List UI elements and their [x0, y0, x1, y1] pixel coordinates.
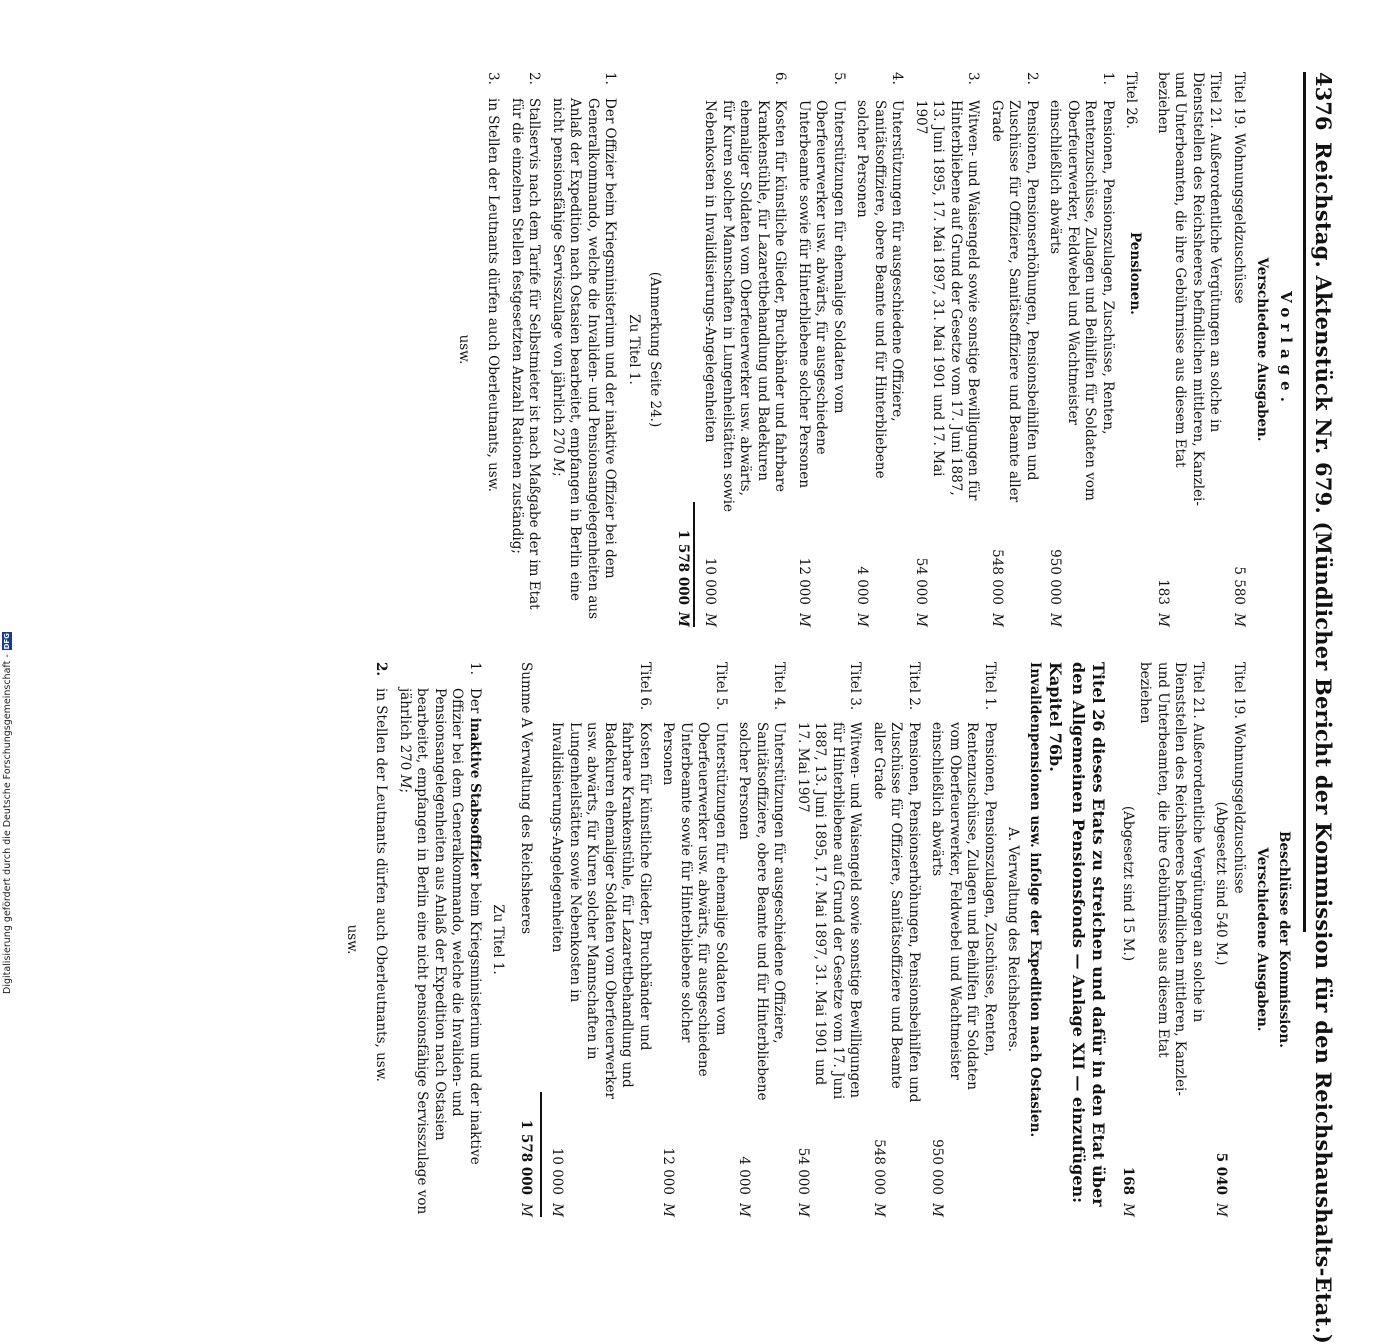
item-number: 3.: [965, 72, 982, 85]
currency-symbol: M: [518, 1203, 534, 1217]
list-item: [988, 72, 1041, 627]
item-amount: 4 000: [854, 566, 871, 605]
item-list: [548, 662, 998, 1217]
total-line: [674, 72, 692, 627]
currency-symbol: M: [660, 1203, 677, 1217]
digitization-footer: [0, 599, 14, 1000]
total-amount: 1 578 000: [518, 1119, 534, 1195]
section-heading: Verschiedene Ausgaben.: [1254, 257, 1271, 442]
item-number: Titel 1.: [982, 662, 998, 711]
item-number: 2.: [1024, 72, 1040, 85]
list-item: [659, 662, 729, 1217]
currency-symbol: M: [1213, 1203, 1230, 1217]
paragraph-text: Der: [467, 688, 483, 714]
titel-21-amount: 183: [1155, 579, 1171, 605]
titel-21-label: Titel 21. Außerordentliche Vergütungen an solche in Dienststellen des Reichsheeres befindlichen mittleren, Kanzlei- und Unterbeamten, die ihre Gebührnisse aus diesem Etat beziehen: [1155, 72, 1224, 506]
paragraph-number: 1.: [602, 72, 619, 85]
currency-symbol: M: [913, 613, 929, 627]
titel-26-title: Pensionen.: [1127, 232, 1144, 315]
item-text: Pensionen, Pensionszulagen, Zuschüsse, Renten, Rentenzuschüsse, Zulagen und Beihilfen für Soldaten vom Oberfeuerwerker, Feldwebel und Wachtmeister einschließlich abwärts: [929, 722, 998, 1090]
zu-titel-heading: Zu Titel 1.: [626, 314, 642, 385]
footer-text: Digitalisierung gefördert durch die Deutsche Forschungsgemeinschaft -: [1, 654, 13, 994]
paragraph-body: Der inaktive Stabsoffizier beim Kriegsministerium und der inaktive Offizier bei dem Generalkommando, welche die Invaliden- und Pensionsangelegenheiten aus Anlaß der Expedition nach Ostasien bearbeitet, empfangen in Berlin eine nicht pensionsfähige Servisszulage von jährlich 270 M;: [397, 688, 483, 1215]
column-heading: Beschlüsse der Kommission.: [1276, 831, 1292, 1048]
currency-symbol: M: [550, 458, 566, 473]
list-item: [548, 662, 653, 1217]
list-item: [853, 72, 906, 627]
titel-26-label: Titel 26.: [1123, 72, 1140, 129]
column-beschluesse: [56, 662, 1296, 1217]
page-number: 4376: [1311, 72, 1336, 131]
titel-19-label: Titel 19. Wohnungsgeldzuschüsse: [1231, 72, 1247, 304]
emphasis-text: inaktive Stabsoffizier: [467, 717, 483, 879]
column-heading: Vorlage.: [1277, 291, 1295, 408]
titel-19-line: [1230, 72, 1248, 627]
paragraph-number: 1.: [467, 662, 483, 675]
item-number: 4.: [889, 72, 906, 85]
titel-21-label: Titel 21. Außerordentliche Vergütungen an solche in Dienststellen des Reichsheeres befindlichen mittleren, Kanzlei- und Unterbeamten, die ihre Gebührnisse aus diesem Etat beziehen: [1137, 662, 1206, 1096]
list-item: [735, 662, 788, 1217]
titel-19-block: [1212, 662, 1247, 1105]
titel-21-block: [1119, 662, 1207, 1105]
item-list: [701, 72, 1116, 627]
page-title: Reichstag. Aktenstück Nr. 679. (Mündlicher Bericht der Kommission für den Reichshaushalts-Etat.): [1311, 142, 1336, 1344]
item-number: Titel 3.: [847, 662, 864, 711]
titel-21-amount: 168: [1120, 1166, 1136, 1195]
total-line: [517, 662, 535, 1217]
paragraph: [372, 662, 390, 1217]
item-number: Titel 4.: [771, 662, 788, 711]
sum-rule: [540, 1092, 542, 1217]
item-amount: 4 000: [736, 1156, 753, 1195]
list-item: [794, 662, 864, 1217]
usw-text: usw.: [344, 924, 360, 955]
list-item: [701, 72, 789, 627]
item-amount: 54 000: [913, 557, 929, 605]
titel-19-label: Titel 19. Wohnungsgeldzuschüsse: [1231, 662, 1247, 894]
currency-symbol: M: [736, 1203, 753, 1217]
insertion-title: Titel 26 dieses Etats zu streichen und dafür in den Etat über den Allgemeinen Pensionsfonds — Anlage XII — einzufügen:: [1069, 662, 1109, 1207]
list-item: [870, 662, 923, 1217]
titel-21-sub: (Abgesetzt sind 15 M.): [1120, 805, 1136, 962]
titel-19-sub: (Abgesetzt sind 540 M.): [1213, 801, 1230, 966]
item-text: Pensionen, Pensionszulagen, Zuschüsse, Renten, Rentenzuschüsse, Zulagen und Beihilfen für Soldaten vom Oberfeuerwerker, Feldwebel und Wachtmeister einschließlich abwärts: [1047, 100, 1116, 501]
paragraph: [396, 662, 484, 1217]
currency-symbol: M: [854, 613, 871, 627]
currency-symbol: M: [929, 1203, 946, 1217]
verwaltung-heading: A. Verwaltung des Reichsheeres.: [1005, 827, 1022, 1052]
currency-symbol: M: [1120, 1203, 1136, 1217]
titel-19-amount: 5 040: [1213, 1152, 1230, 1195]
scanned-page: [50, 72, 1340, 1344]
item-number: 6.: [772, 72, 789, 85]
item-text: Unterstützungen für ehemalige Soldaten vom Oberfeuerwerker usw. abwärts, für ausgeschiedene Unterbeamte sowie für Hinterbliebene solcher Personen: [796, 100, 847, 489]
item-text: Kosten für künstliche Glieder, Bruchbänder und fahrbare Krankenstühle, für Lazarettbehandlung und Badekuren ehemaliger Soldaten vom Oberfeuerwerker usw. abwärts, für Kuren solcher Mannschaften in Lungenheilstätten sowie Nebenkosten in Invalidisierungs-Angelegenheiten: [702, 100, 789, 513]
titel-26-line: [1122, 72, 1148, 627]
currency-symbol: M: [871, 1203, 887, 1217]
currency-symbol: M: [796, 613, 812, 627]
item-amount: 54 000: [795, 1147, 811, 1195]
list-item: [795, 72, 848, 627]
paragraph-number: 3.: [485, 72, 502, 85]
total-amount: 1 578 000: [675, 529, 691, 605]
page-header: [1303, 72, 1340, 1344]
titel-21-line: [1119, 662, 1207, 1217]
item-text: Unterstützungen für ausgeschiedene Offiziere, Sanitätsoffiziere, obere Beamte und für Hinterbliebene solcher Personen: [736, 722, 788, 1101]
item-amount: 10 000: [702, 557, 719, 605]
item-amount: 548 000: [989, 549, 1005, 605]
item-amount: 10 000: [549, 1147, 566, 1195]
item-text: Pensionen, Pensionserhöhungen, Pensionsbeihilfen und Zuschüsse für Offiziere, Sanitätsoffiziere und Beamte aller Grade: [871, 722, 922, 1103]
usw-text: usw.: [456, 334, 472, 365]
annotation-note: (Anmerkung Seite 24.): [647, 271, 664, 428]
currency-symbol: M: [702, 613, 719, 627]
paragraph-text: Der Offizier beim Kriegsministerium und der inaktive Offizier bei dem Generalkommando, welche die Invaliden- und Pensionsangelegenheiten aus Anlaß der Expedition nach Ostasien bearbeitet, empfangen in Berlin eine nicht pensionsfähige Servisszulage von jährlich 270: [550, 98, 619, 619]
item-number: Titel 6.: [637, 662, 653, 711]
paragraph-text: Stallservis nach dem Tarife für Selbstmieter ist nach Maßgabe der im Etat für die einzelnen Stellen festgesetzten Anzahl Rationen zuständig;: [509, 98, 543, 610]
zu-titel-heading: Zu Titel 1.: [490, 904, 507, 975]
item-amount: 548 000: [871, 1139, 887, 1195]
titel-19-amount: 5 580: [1231, 566, 1247, 605]
item-amount: 12 000: [660, 1147, 677, 1195]
titel-19-line: [1212, 662, 1247, 1217]
item-text: Kosten für künstliche Glieder, Bruchbänder und fahrbare Krankenstühle, für Lazarettbehandlung und Badekuren ehemaliger Soldaten vom Oberfeuerwerker usw. abwärts, für Kuren solcher Mannschaften in Lungenheilstätten sowie Nebenkosten in Invalidisierungs-Angelegenheiten: [549, 722, 653, 1099]
currency-symbol: M: [1047, 613, 1064, 627]
list-item: [928, 662, 998, 1217]
titel-21-line: [1154, 72, 1224, 627]
list-item: [912, 72, 982, 627]
paragraph: [508, 72, 543, 627]
column-vorlage: [56, 72, 1296, 627]
item-amount: 12 000: [796, 557, 812, 605]
kapitel-heading: Kapitel 76b.: [1046, 662, 1066, 772]
item-text: Pensionen, Pensionserhöhungen, Pensionsbeihilfen und Zuschüsse für Offiziere, Sanitätsoffiziere und Beamte aller Grade: [989, 100, 1040, 503]
paragraph-number: 2.: [373, 662, 390, 677]
item-amount: 950 000: [1047, 549, 1064, 605]
currency-symbol: M: [989, 613, 1005, 627]
item-number: 1.: [1100, 72, 1116, 85]
list-item: [1046, 72, 1116, 627]
kapitel-subheading: Invalidenpensionen usw. infolge der Expedition nach Ostasien.: [1027, 662, 1043, 1138]
sum-rule: [693, 502, 695, 627]
currency-symbol: M: [397, 774, 413, 789]
currency-symbol: M: [1155, 613, 1171, 627]
item-text: Witwen- und Waisengeld sowie sonstige Bewilligungen für Hinterbliebene auf Grund der Gesetze vom 17. Juni 1887, 13. Juni 1895, 17. Mai 1897, 31. Mai 1901 und 17. Mai 1907: [795, 722, 864, 1100]
item-text: Unterstützungen für ehemalige Soldaten vom Oberfeuerwerker usw. abwärts, für ausgeschiedene Unterbeamte sowie für Hinterbliebene solcher Personen: [660, 722, 729, 1077]
item-number: Titel 2.: [906, 662, 922, 711]
paragraph-text: beim Kriegsministerium und der inaktive Offizier bei dem Generalkommando, welche die Invaliden- und Pensionsangelegenheiten aus Anlaß der Expedition nach Ostasien bearbeitet, empfangen in Berlin eine nicht pensionsfähige Servisszulage von jährlich 270: [397, 688, 483, 1215]
paragraph-text: in Stellen der Leutnants dürfen auch Oberleutnants, usw.: [485, 98, 502, 492]
item-number: Titel 5.: [713, 662, 729, 711]
paragraph: [549, 72, 619, 627]
dfg-logo: DFG: [3, 633, 11, 650]
item-number: 5.: [831, 72, 847, 85]
paragraph-text: in Stellen der Leutnants dürfen auch Oberleutnants, usw.: [373, 688, 390, 1082]
currency-symbol: M: [549, 1203, 566, 1217]
currency-symbol: M: [795, 1203, 811, 1217]
paragraph-body: Der Offizier beim Kriegsministerium und der inaktive Offizier bei dem Generalkommando, welche die Invaliden- und Pensionsangelegenheiten aus Anlaß der Expedition nach Ostasien bearbeitet, empfangen in Berlin eine nicht pensionsfähige Servisszulage von jährlich 270 M;: [550, 98, 619, 619]
paragraph-number: 2.: [526, 72, 543, 85]
section-heading: Verschiedene Ausgaben.: [1254, 847, 1271, 1032]
item-text: Witwen- und Waisengeld sowie sonstige Bewilligungen für Hinterbliebene auf Grund der Gesetze vom 17. Juni 1887, 13. Juni 1895, 17. Mai 1897, 31. Mai 1901 und 17. Mai 1907: [913, 100, 982, 501]
total-label: Summe A Verwaltung des Reichsheeres: [518, 662, 534, 935]
currency-symbol: M: [675, 612, 691, 627]
paragraph: [484, 72, 502, 627]
item-amount: 950 000: [929, 1139, 946, 1195]
currency-symbol: M: [1231, 613, 1247, 627]
item-text: Unterstützungen für ausgeschiedene Offiziere, Sanitätsoffiziere, obere Beamte und für Hinterbliebene solcher Personen: [854, 100, 906, 479]
